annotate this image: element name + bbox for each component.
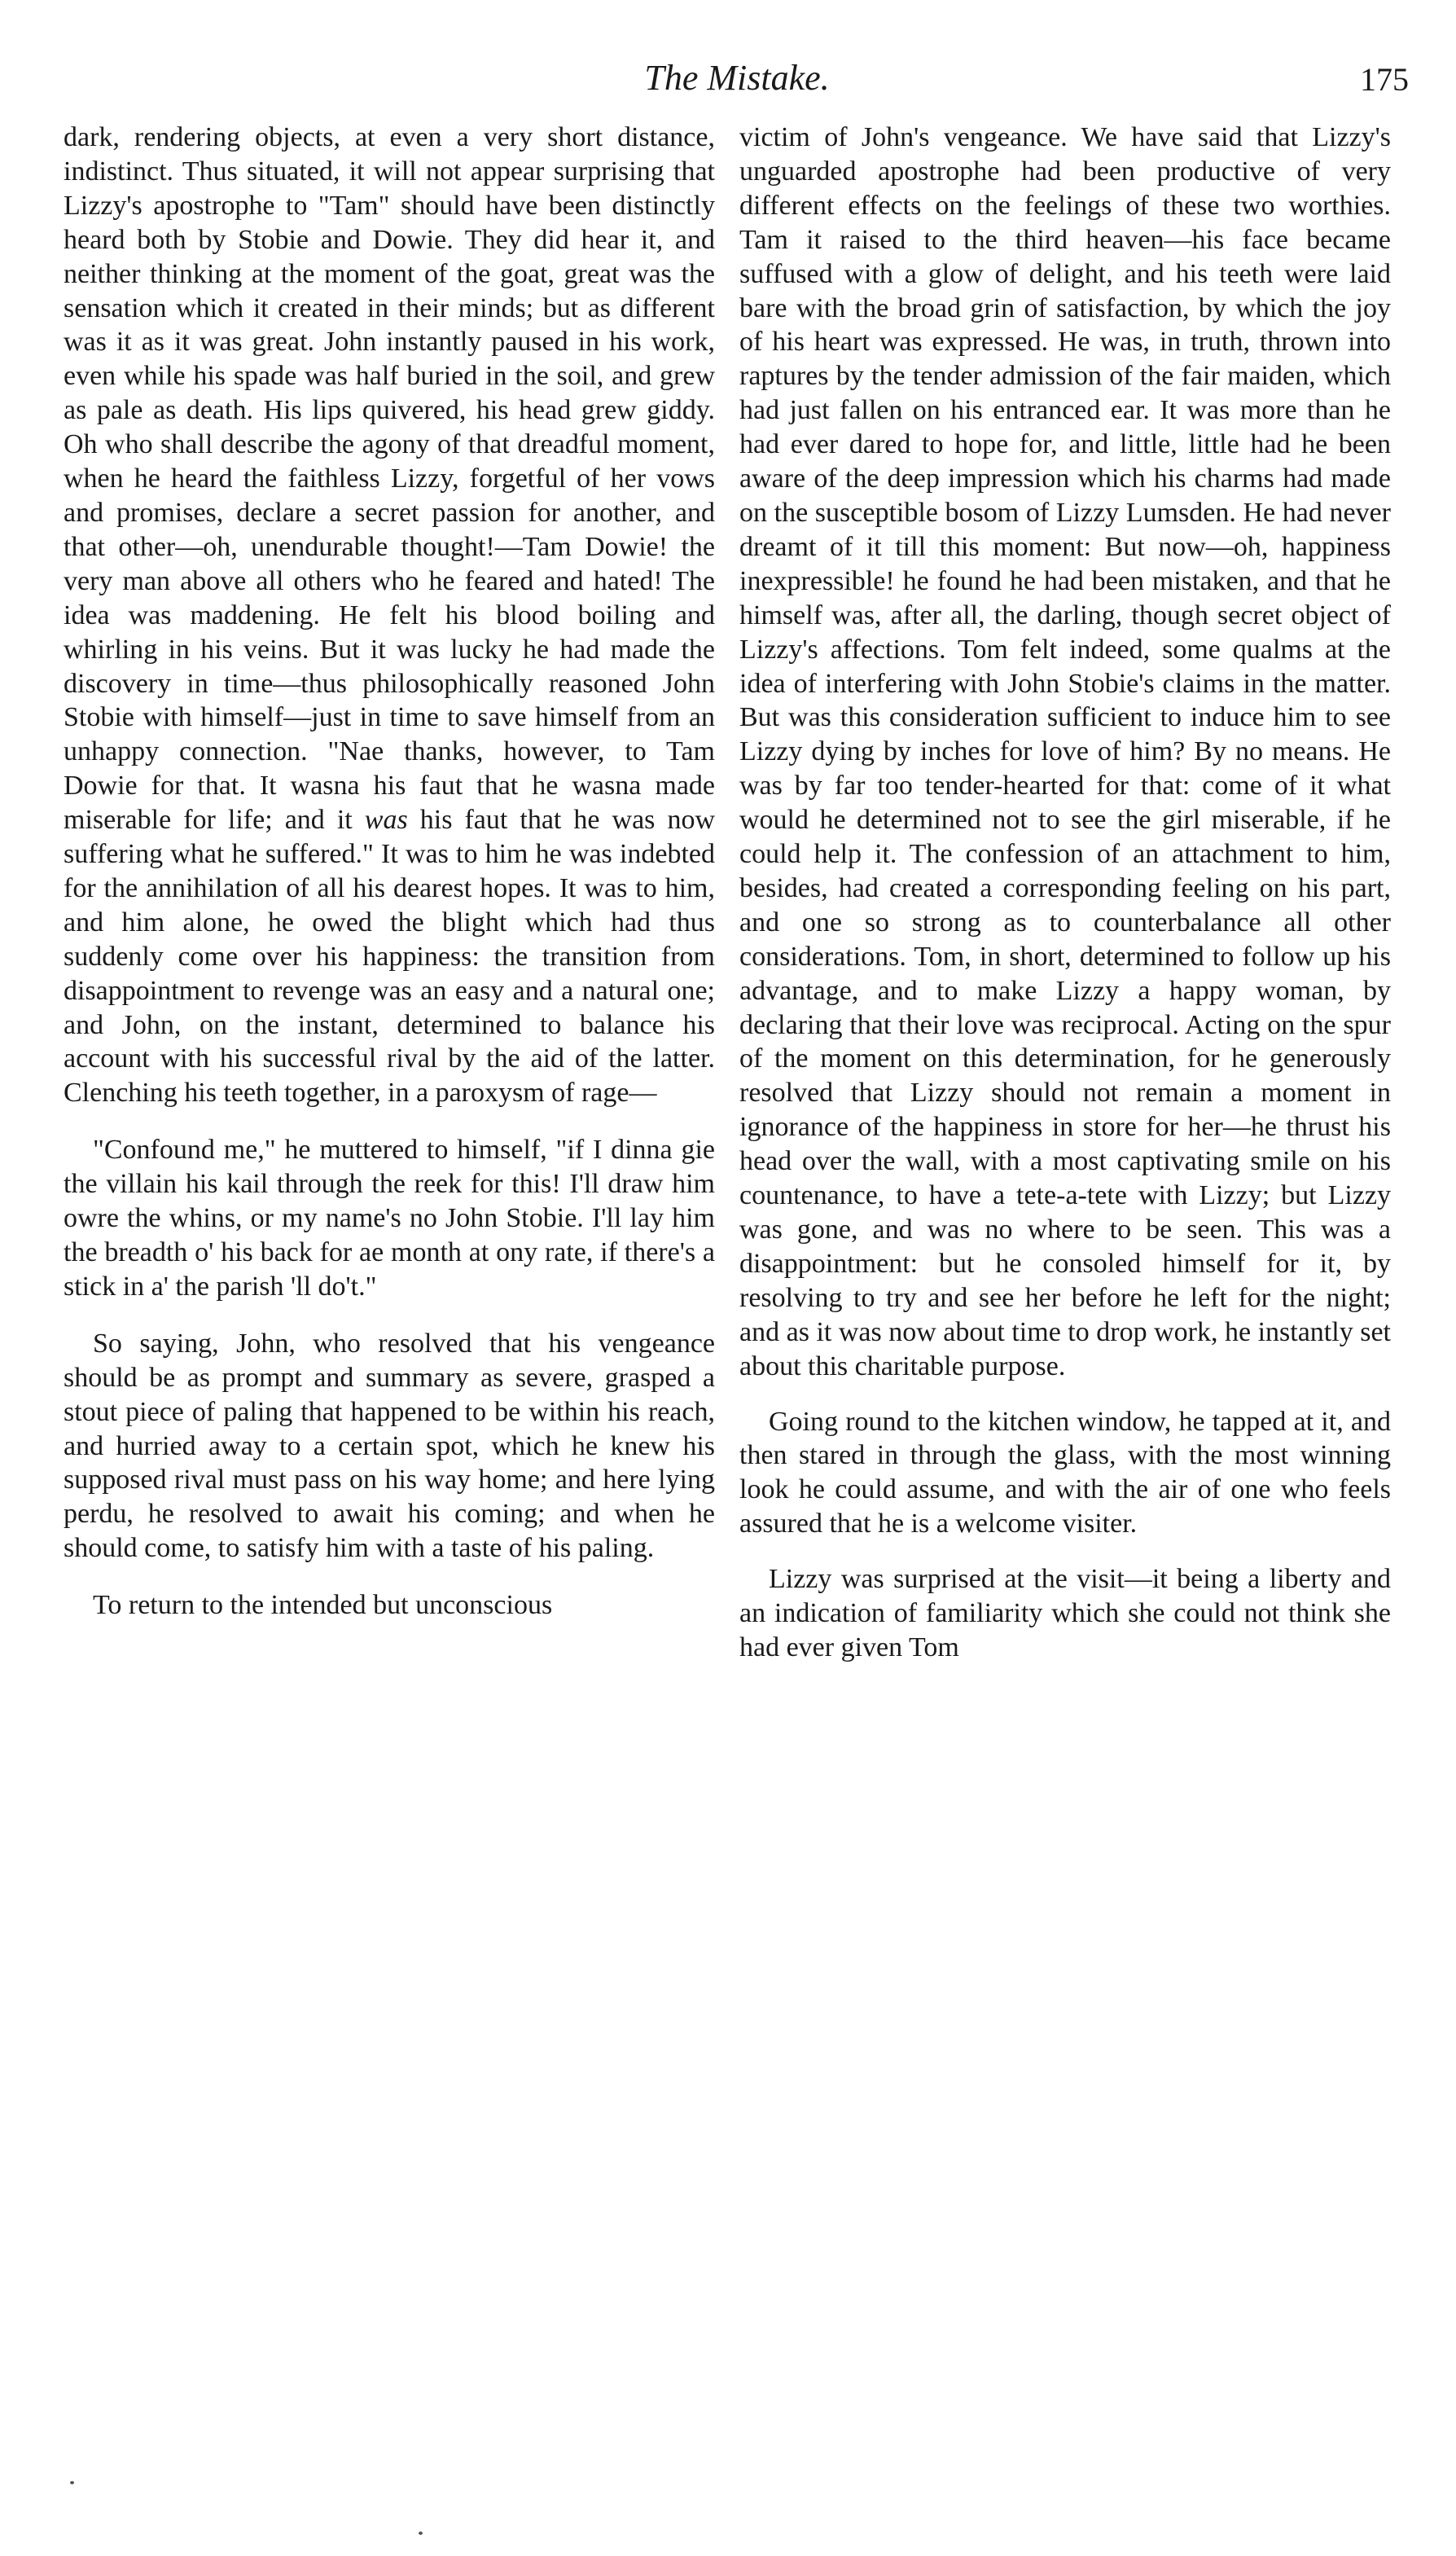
page-header — [65, 57, 1409, 114]
print-speck — [419, 2532, 423, 2535]
left-paragraph-2: "Confound me," he muttered to himself, "if I dinna gie the villain his kail through the reek for this! I'll draw him owre the whins, or my name's no John Stobie. I'll lay him the breadth o' his back for ae month at ony rate, if there's a stick in a' the parish 'll do't." — [64, 1135, 715, 1302]
print-speck — [70, 2481, 74, 2484]
right-paragraph-1: victim of John's vengeance. We have said that Lizzy's unguarded apostrophe had been productive of very different effects on the feelings of these two worthies. Tam it raised to the third heaven—his face became suffused with a glow of delight, and his teeth were laid bare with the broad grin of satisfaction, by which the joy of his heart was expressed. He was, in truth, thrown into raptures by the tender admission of the fair maiden, which had just fallen on his entranced ear. It was more than he had ever dared to hope for, and little, little had he been aware of the deep impression which his charms had made on the susceptible bosom of Lizzy Lumsden. He had never dreamt of it till this moment: But now—oh, happiness inexpressible! he found he had been mistaken, and that he himself was, after all, the darling, though secret object of Lizzy's affections. Tom felt indeed, some qualms at the idea of interfering with John Stobie's claims in the matter. But was this consideration sufficient to induce him to see Lizzy dying by inches for love of him? By no means. He was by far too tender-hearted for that: come of it what would he determined not to see the girl miserable, if he could help it. The confession of an attachment to him, besides, had created a corresponding feeling on his part, and one so strong as to counterbalance all other considerations. Tom, in short, determined to follow up his advantage, and to make Lizzy a happy woman, by declaring that their love was reciprocal. Acting on the spur of the moment on this determination, for he generously resolved that Lizzy should not remain a moment in ignorance of the happiness in store for her—he thrust his head over the wall, with a most captivating smile on his countenance, to have a tete-a-tete with Lizzy; but Lizzy was gone, and was no where to be seen. This was a disappointment: but he consoled himself for it, by resolving to try and see her before he left for the night; and as it was now about time to drop work, he instantly set about this charitable purpose. — [739, 122, 1391, 1381]
right-paragraph-2: Going round to the kitchen window, he tapped at it, and then stared in through the glass, with the most winning look he could assume, and with the air of one who feels assured that he is a welcome visiter. — [739, 1406, 1391, 1539]
left-paragraph-4: To return to the intended but unconscious — [93, 1590, 553, 1621]
left-paragraph-1 — [64, 121, 715, 1110]
left-paragraph-1-text: dark, rendering objects, at even a very short distance, indistinct. Thus situated, it will not appear surprising that Lizzy's apostrophe to "Tam" should have been distinctly heard both by Stobie and Dowie. They did hear it, and neither thinking at the moment of the goat, great was the sensation which it created in their minds; but as different was it as it was great. John instantly paused in his work, even while his spade was half buried in the soil, and grew as pale as death. His lips quivered, his head grew giddy. Oh who shall describe the agony of that dreadful moment, when he heard the faithless Lizzy, forgetful of her vows and promises, declare a secret passion for another, and that other—oh, unendurable thought!—Tam Dowie! the very man above all others who he feared and hated! The idea was maddening. He felt his blood boiling and whirling in his veins. But it was lucky he had made the discovery in time—thus philosophically reasoned John Stobie with himself—just in time to save himself from an unhappy connection. "Nae thanks, however, to Tam Dowie for that. It wasna his faut that he wasna made miserable for life; and it — [64, 122, 715, 836]
running-title: The Mistake. — [644, 58, 830, 98]
left-column — [64, 121, 715, 1645]
emphasis-was: was — [364, 805, 408, 836]
right-paragraph-3: Lizzy was surprised at the visit—it being a liberty and an indication of familiarity which she could not think she had ever given Tom — [739, 1564, 1391, 1662]
page-number: 175 — [1360, 61, 1409, 98]
left-paragraph-3: So saying, John, who resolved that his vengeance should be as prompt and summary as severe, grasped a stout piece of paling that happened to be within his reach, and hurried away to a certain spot, which he knew his supposed rival must pass on his way home; and here lying perdu, he resolved to await his coming; and when he should come, to satisfy him with a taste of his paling. — [64, 1328, 715, 1564]
right-column — [739, 121, 1391, 1688]
left-paragraph-1-end: his faut that he was now suffering what he suffered." It was to him he was indebted for the annihilation of all his dearest hopes. It was to him, and him alone, he owed the blight which had thus suddenly come over his happiness: the transition from disappointment to revenge was an easy and a natural one; and John, on the instant, determined to balance his account with his successful rival by the aid of the latter. Clenching his teeth together, in a paroxysm of rage— — [64, 805, 716, 1109]
